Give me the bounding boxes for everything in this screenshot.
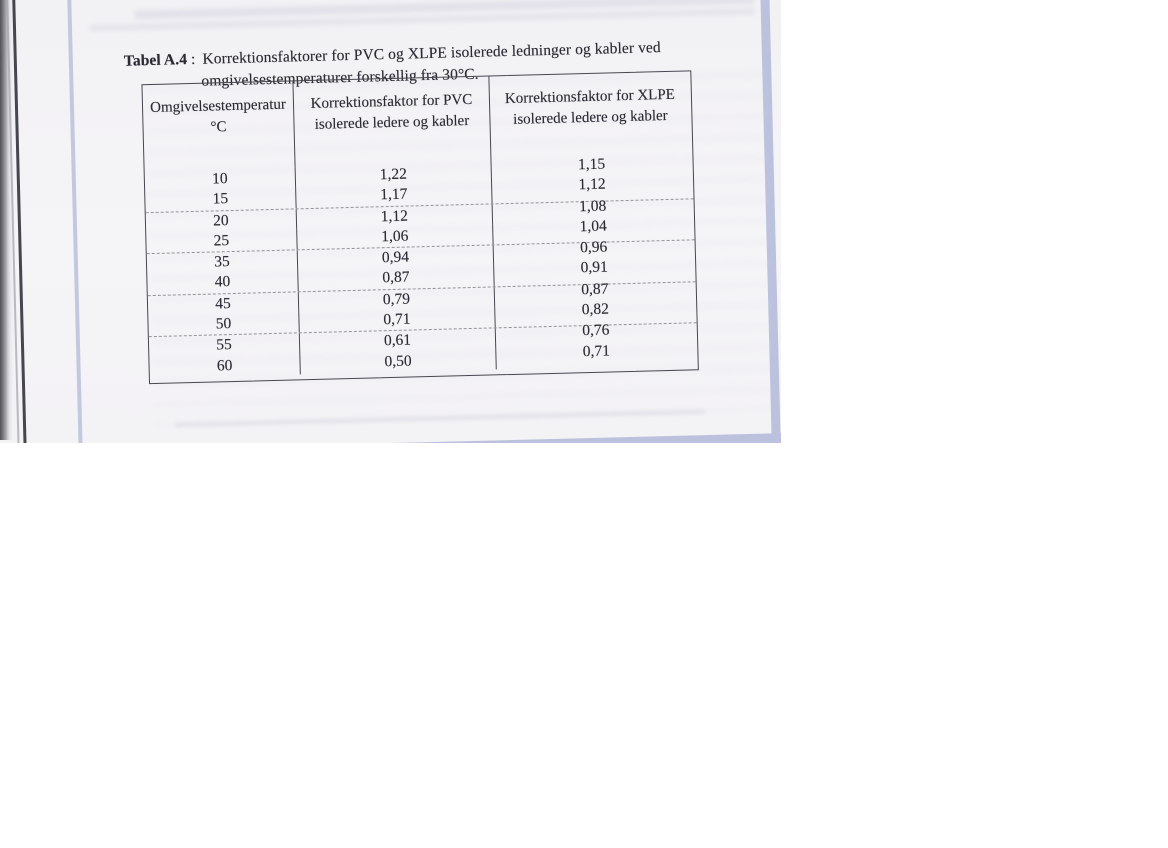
cell-temp — [148, 312, 299, 336]
cell-xlpe-value: 1,08 — [578, 197, 607, 215]
cell-pvc-value: 1,06 — [381, 227, 409, 246]
cell-temp-value: 10 — [211, 170, 228, 188]
cell-temp-value: 45 — [215, 294, 231, 313]
caption-label: Tabel A.4 — [123, 51, 188, 70]
correction-factor-table — [141, 70, 698, 384]
cell-temp-value: 20 — [212, 211, 229, 230]
cell-temp-value: 50 — [215, 315, 232, 333]
caption-text-line1: Korrektionsfaktorer for PVC og XLPE isolerede ledninger og kabler ved — [202, 39, 661, 68]
cell-pvc-value: 0,61 — [383, 331, 412, 350]
header-line: isolerede ledere og kabler — [314, 112, 470, 133]
cell-temp-value: 35 — [214, 253, 230, 271]
cell-xlpe-value: 1,12 — [578, 175, 606, 194]
cell-pvc-value: 0,87 — [382, 269, 410, 287]
cell-temp — [146, 229, 297, 253]
cell-temp-value: 55 — [216, 336, 233, 354]
bottom-page-edge-strip — [36, 432, 781, 443]
page-stack-edge-dark — [12, 0, 27, 443]
cell-pvc-value: 1,22 — [379, 165, 408, 184]
table-body — [145, 157, 698, 378]
header-line: °C — [210, 118, 227, 136]
cell-temp-value: 25 — [213, 231, 230, 250]
caption-separator: : — [190, 50, 196, 68]
cell-pvc-value: 0,79 — [382, 290, 411, 308]
cell-xlpe-value: 0,96 — [579, 238, 608, 257]
cell-pvc-value: 0,50 — [384, 352, 412, 370]
cell-xlpe-value: 1,04 — [579, 217, 607, 236]
cell-xlpe-value: 0,76 — [582, 321, 610, 340]
column-header-temperature — [142, 81, 295, 171]
cell-temp — [149, 354, 300, 378]
cell-xlpe-value: 0,91 — [580, 259, 609, 277]
cell-xlpe-value: 0,82 — [581, 300, 610, 319]
cell-pvc-value: 1,12 — [380, 207, 409, 225]
caption-text-line2: omgivelsestemperaturer forskellig fra 30°C. — [201, 65, 479, 90]
header-line: Omgivelsestemperatur — [149, 96, 287, 117]
column-header-pvc — [293, 76, 491, 167]
scanned-page-region — [0, 0, 781, 443]
cell-temp-value: 60 — [216, 356, 233, 375]
header-line: isolerede ledere og kabler — [512, 107, 668, 128]
table-header-row — [142, 71, 692, 171]
cell-xlpe-value: 0,71 — [582, 342, 611, 360]
left-margin-line — [67, 0, 83, 443]
cell-pvc-value: 0,71 — [383, 310, 411, 329]
cell-xlpe-value: 1,15 — [577, 155, 606, 174]
column-header-xlpe — [489, 71, 691, 162]
cell-xlpe — [496, 344, 696, 369]
cell-pvc-value: 0,94 — [381, 248, 410, 267]
cell-temp — [145, 188, 296, 212]
cell-temp-value: 15 — [212, 190, 229, 208]
cell-xlpe-value: 0,87 — [581, 280, 609, 298]
header-line: Korrektionsfaktor for XLPE — [504, 86, 676, 108]
header-line: Korrektionsfaktor for PVC — [310, 91, 473, 112]
cell-pvc — [300, 349, 496, 374]
cell-temp-value: 40 — [214, 273, 231, 291]
skewed-page-content — [0, 0, 781, 443]
cell-temp — [147, 271, 298, 295]
cell-pvc-value: 1,17 — [380, 185, 408, 204]
